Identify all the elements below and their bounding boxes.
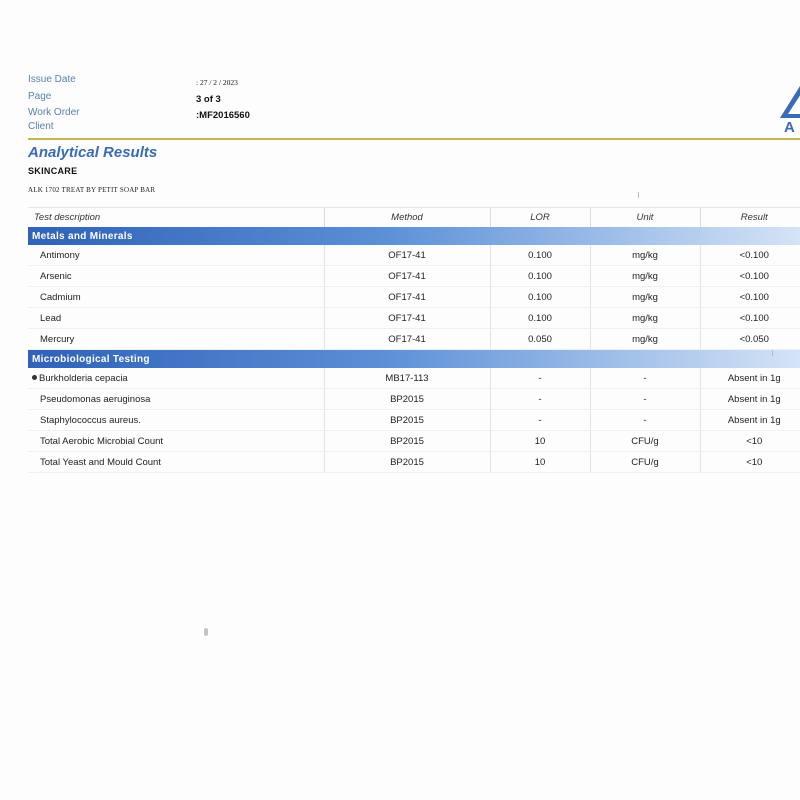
result: Absent in 1g	[700, 410, 800, 431]
test-description: Total Aerobic Microbial Count	[28, 431, 324, 452]
lor: 0.100	[490, 266, 590, 287]
lor: -	[490, 368, 590, 389]
result: <0.100	[700, 245, 800, 266]
unit: -	[590, 389, 700, 410]
result: <0.050	[700, 329, 800, 350]
table-row	[28, 368, 800, 389]
table-row	[28, 266, 800, 287]
scan-mark	[772, 350, 773, 356]
client-label: Client	[28, 121, 54, 132]
test-description: Total Yeast and Mould Count	[28, 452, 324, 473]
column-header-test-description: Test description	[28, 208, 324, 228]
column-header-unit: Unit	[590, 208, 700, 228]
unit: CFU/g	[590, 431, 700, 452]
lor: 0.100	[490, 245, 590, 266]
test-description: Lead	[28, 308, 324, 329]
table-row	[28, 389, 800, 410]
column-header-result: Result	[700, 208, 800, 228]
method: OF17-41	[324, 287, 490, 308]
test-description: Staphylococcus aureus.	[28, 410, 324, 431]
result: <10	[700, 452, 800, 473]
table-row	[28, 245, 800, 266]
unit: mg/kg	[590, 308, 700, 329]
unit: mg/kg	[590, 287, 700, 308]
test-description: Mercury	[28, 329, 324, 350]
test-description: Pseudomonas aeruginosa	[28, 389, 324, 410]
test-description: Antimony	[28, 245, 324, 266]
result: <0.100	[700, 266, 800, 287]
unit: mg/kg	[590, 329, 700, 350]
column-header-lor: LOR	[490, 208, 590, 228]
result: <0.100	[700, 308, 800, 329]
lor: 10	[490, 431, 590, 452]
table-row	[28, 329, 800, 350]
result: <0.100	[700, 287, 800, 308]
lor: 0.100	[490, 308, 590, 329]
table-row	[28, 410, 800, 431]
page-label: Page	[28, 91, 52, 102]
method: OF17-41	[324, 266, 490, 287]
section-row-microbiological	[28, 350, 800, 369]
product-name: ALK 1702 TREAT BY PETIT SOAP BAR	[28, 186, 156, 194]
logo-letter: A	[784, 119, 795, 136]
unit: mg/kg	[590, 266, 700, 287]
result: Absent in 1g	[700, 389, 800, 410]
unit: CFU/g	[590, 452, 700, 473]
method: BP2015	[324, 410, 490, 431]
method: OF17-41	[324, 245, 490, 266]
lor: -	[490, 410, 590, 431]
column-header-method: Method	[324, 208, 490, 228]
section-title: Metals and Minerals	[28, 227, 800, 245]
unit: mg/kg	[590, 245, 700, 266]
section-title: Microbiological Testing	[28, 350, 800, 369]
test-description: Arsenic	[28, 266, 324, 287]
test-description-cell	[28, 368, 324, 389]
unit: -	[590, 368, 700, 389]
lor: -	[490, 389, 590, 410]
test-description: Burkholderia cepacia	[39, 372, 128, 384]
result: <10	[700, 431, 800, 452]
method: BP2015	[324, 431, 490, 452]
table-row	[28, 431, 800, 452]
unit: -	[590, 410, 700, 431]
table-header-row	[28, 208, 800, 228]
method: MB17-113	[324, 368, 490, 389]
method: BP2015	[324, 389, 490, 410]
table-row	[28, 308, 800, 329]
table-row	[28, 452, 800, 473]
scan-mark	[638, 192, 639, 198]
lor: 0.050	[490, 329, 590, 350]
page-title: Analytical Results	[28, 144, 158, 161]
method: OF17-41	[324, 308, 490, 329]
result: Absent in 1g	[700, 368, 800, 389]
report-subtitle: SKINCARE	[28, 166, 78, 176]
page-value: 3 of 3	[196, 94, 221, 105]
issue-date-value: : 27 / 2 / 2023	[196, 78, 238, 87]
method: BP2015	[324, 452, 490, 473]
work-order-label: Work Order	[28, 107, 80, 118]
table-row	[28, 287, 800, 308]
test-description: Cadmium	[28, 287, 324, 308]
scan-smudge	[204, 628, 208, 636]
lor: 10	[490, 452, 590, 473]
lor: 0.100	[490, 287, 590, 308]
work-order-value: :MF2016560	[196, 110, 250, 121]
section-row-metals	[28, 227, 800, 245]
issue-date-label: Issue Date	[28, 74, 76, 85]
company-logo-icon	[770, 70, 800, 136]
header-divider	[28, 138, 800, 140]
results-table	[28, 207, 800, 473]
method: OF17-41	[324, 329, 490, 350]
bullet-icon	[32, 375, 37, 380]
